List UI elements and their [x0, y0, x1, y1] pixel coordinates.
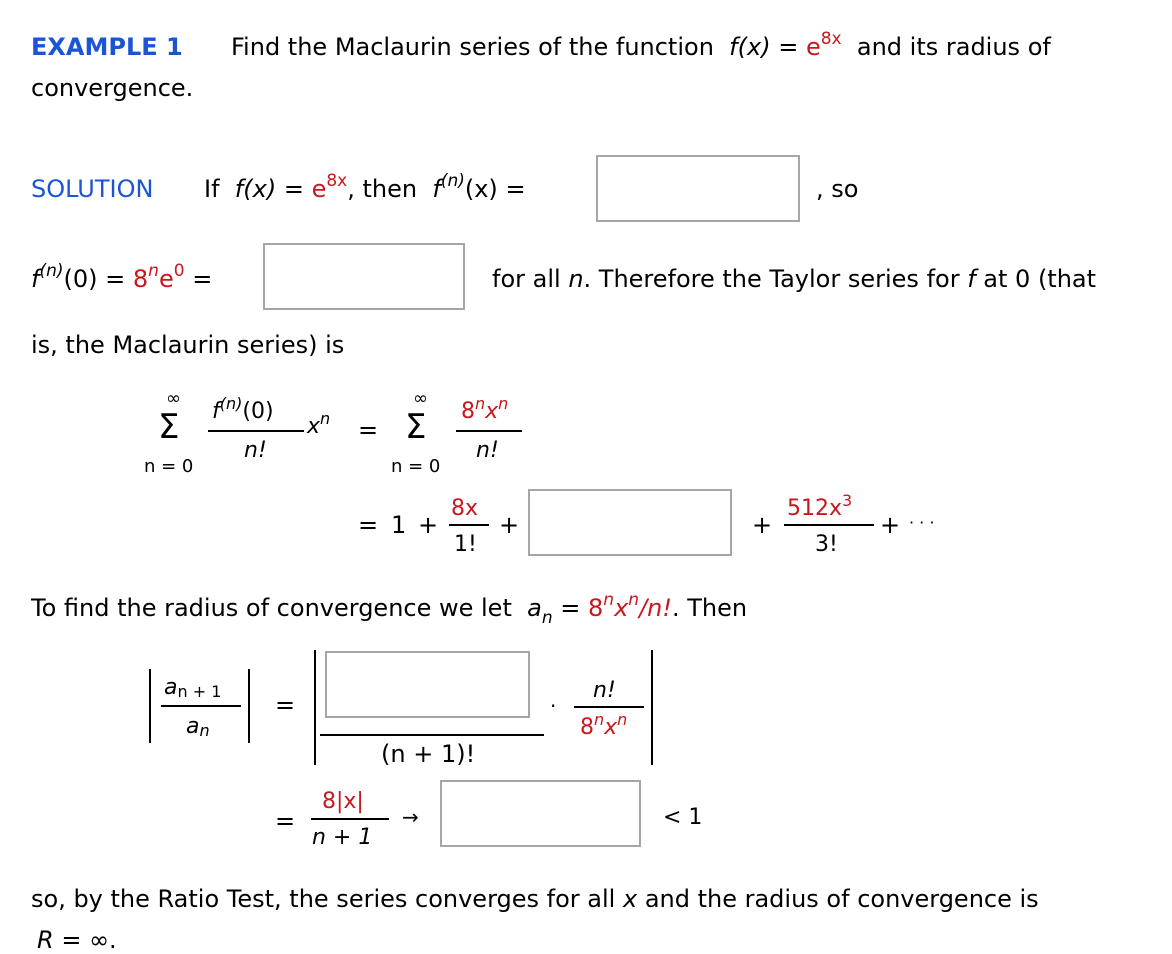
ellipsis: · · · — [909, 513, 935, 532]
prompt-text-2: and its radius of — [856, 33, 1051, 61]
maclaurin-intro: is, the Maclaurin series) is — [31, 331, 345, 359]
exponent: 8x — [326, 171, 348, 191]
x-power — [307, 409, 331, 439]
coef: 512x — [787, 496, 843, 521]
term1-denominator: 1! — [454, 532, 477, 557]
r-var: R — [37, 926, 54, 954]
over-factorial: /n! — [639, 594, 672, 622]
dot: · — [550, 694, 557, 718]
n-var: n — [568, 265, 584, 293]
rhs-denominator — [580, 710, 628, 740]
a-n-plus-1 — [164, 677, 221, 699]
e-base: e — [311, 175, 327, 203]
sigma-symbol: Σ — [158, 407, 180, 447]
abs-bar-right-2 — [651, 650, 653, 765]
rhs-fraction-bar — [574, 706, 644, 708]
a-var: a — [164, 675, 178, 700]
fn0-expression — [31, 261, 213, 293]
base-eight: 8 — [132, 265, 149, 293]
a-var: a — [527, 594, 542, 622]
equals: = — [358, 511, 379, 539]
exp-n: n — [498, 394, 509, 413]
x-var: x — [614, 594, 629, 622]
fnx-answer-input[interactable] — [596, 155, 800, 222]
ratio-fraction-bar — [161, 705, 241, 707]
f-arg: (0) — [242, 399, 274, 424]
ratio-fraction-bar-2 — [320, 734, 544, 736]
example-prompt-cont: convergence. — [31, 74, 194, 102]
then-word: . Then — [671, 594, 748, 622]
equals: = — [560, 594, 581, 622]
term1-numerator: 8x — [451, 496, 479, 521]
f-symbol: f — [31, 265, 40, 293]
text: for all — [492, 265, 561, 293]
sum-lower-limit: n = 0 — [144, 456, 194, 477]
base-eight: 8 — [461, 399, 475, 424]
f-arg: (x) — [464, 175, 498, 203]
less-than-one: < 1 — [663, 805, 703, 830]
exp-zero: 0 — [173, 261, 185, 281]
series2-numerator — [461, 394, 509, 424]
equals: = — [505, 175, 526, 203]
exp-n: n — [603, 590, 615, 610]
equals-2: = — [275, 807, 296, 835]
fraction-bar — [208, 430, 304, 432]
fx: f(x) — [234, 175, 277, 203]
solution-line — [204, 171, 526, 203]
term3-numerator — [787, 491, 853, 521]
base-eight: 8 — [580, 715, 594, 740]
f-symbol: f — [212, 399, 220, 424]
infinity: = ∞. — [61, 926, 117, 954]
equals: = — [105, 265, 126, 293]
exp-n: n — [148, 261, 159, 281]
plus-2: + — [499, 511, 520, 539]
sub-n: n — [199, 721, 210, 740]
text: . Therefore the Taylor series for — [583, 265, 960, 293]
f-var: f — [967, 265, 976, 293]
exp-n: n — [617, 710, 628, 729]
fx: f(x) — [729, 33, 771, 61]
rhs-numerator: n! — [593, 678, 616, 703]
series-denominator: n! — [244, 438, 267, 463]
x-var: x — [604, 715, 618, 740]
deriv-order: (n) — [219, 394, 243, 413]
solution-label: SOLUTION — [31, 175, 154, 203]
a-var: a — [186, 714, 200, 739]
conclusion-text — [31, 887, 1039, 911]
term3-denominator: 3! — [815, 532, 838, 557]
limit-denominator — [312, 827, 372, 849]
fraction-bar-t1 — [449, 524, 489, 526]
example-label: EXAMPLE 1 — [31, 33, 183, 61]
equals: = — [275, 691, 296, 719]
fn0-answer-input[interactable] — [263, 243, 465, 310]
term-one: 1 — [391, 511, 407, 539]
a-n — [186, 716, 210, 738]
so-word: , so — [816, 175, 859, 203]
equals: = — [358, 416, 379, 444]
ratio-numerator-input[interactable] — [325, 651, 530, 718]
text: and the radius of convergence is — [644, 885, 1039, 913]
ratio-denominator — [381, 742, 475, 766]
text: To find the radius of convergence we let — [31, 594, 512, 622]
series2-denominator: n! — [476, 438, 499, 463]
e-base: e — [805, 33, 821, 61]
equals-2: = — [192, 265, 213, 293]
term2-answer-input[interactable] — [528, 489, 732, 556]
x-var: x — [307, 414, 321, 439]
text: at 0 (that — [983, 265, 1097, 293]
deriv-order: (n) — [440, 171, 465, 191]
sub-n: n — [541, 608, 553, 628]
limit-answer-input[interactable] — [440, 780, 641, 847]
exp-n: n — [475, 394, 486, 413]
f-arg: (0) — [63, 265, 98, 293]
f-symbol: f — [432, 175, 441, 203]
n-plus-1: n + 1 — [312, 825, 373, 850]
taylor-intro — [492, 267, 1096, 291]
exponent: 8x — [820, 29, 842, 49]
sum-lower-limit-2: n = 0 — [391, 456, 441, 477]
sigma-symbol-2: Σ — [405, 407, 427, 447]
prompt-text: Find the Maclaurin series of the function — [231, 33, 714, 61]
equals: = — [283, 175, 304, 203]
if-word: If — [204, 175, 220, 203]
limit-numerator: 8|x| — [322, 789, 364, 814]
plus-3: + — [752, 511, 773, 539]
fraction-bar-2 — [456, 430, 522, 432]
fraction-bar-t3 — [784, 524, 874, 526]
radius-result — [37, 928, 117, 952]
deriv-order: (n) — [39, 261, 64, 281]
arrow-icon: → — [402, 805, 419, 829]
then-word: , then — [347, 175, 418, 203]
exp-n: n — [594, 710, 605, 729]
sum-upper-limit: ∞ — [166, 388, 181, 409]
e-base: e — [158, 265, 174, 293]
abs-bar-left-2 — [314, 650, 316, 765]
x-var: x — [622, 885, 638, 913]
abs-bar-left — [149, 669, 151, 743]
exp-n: n — [628, 590, 640, 610]
example-prompt — [231, 29, 1051, 61]
limit-fraction-bar — [311, 818, 389, 820]
abs-bar-right — [248, 669, 250, 743]
exp: 3 — [842, 491, 853, 510]
exp-n: n — [320, 409, 331, 428]
sum-upper-limit-2: ∞ — [413, 388, 428, 409]
plus-4: + — [880, 511, 901, 539]
plus-1: + — [418, 511, 439, 539]
text: so, by the Ratio Test, the series converges for all — [31, 885, 616, 913]
radius-intro — [31, 590, 748, 628]
factorial: (n + 1)! — [381, 740, 476, 768]
sub-n-plus-1: n + 1 — [177, 682, 222, 701]
equals: = — [778, 33, 799, 61]
base-eight: 8 — [588, 594, 604, 622]
series-numerator — [212, 394, 274, 424]
x-var: x — [485, 399, 499, 424]
